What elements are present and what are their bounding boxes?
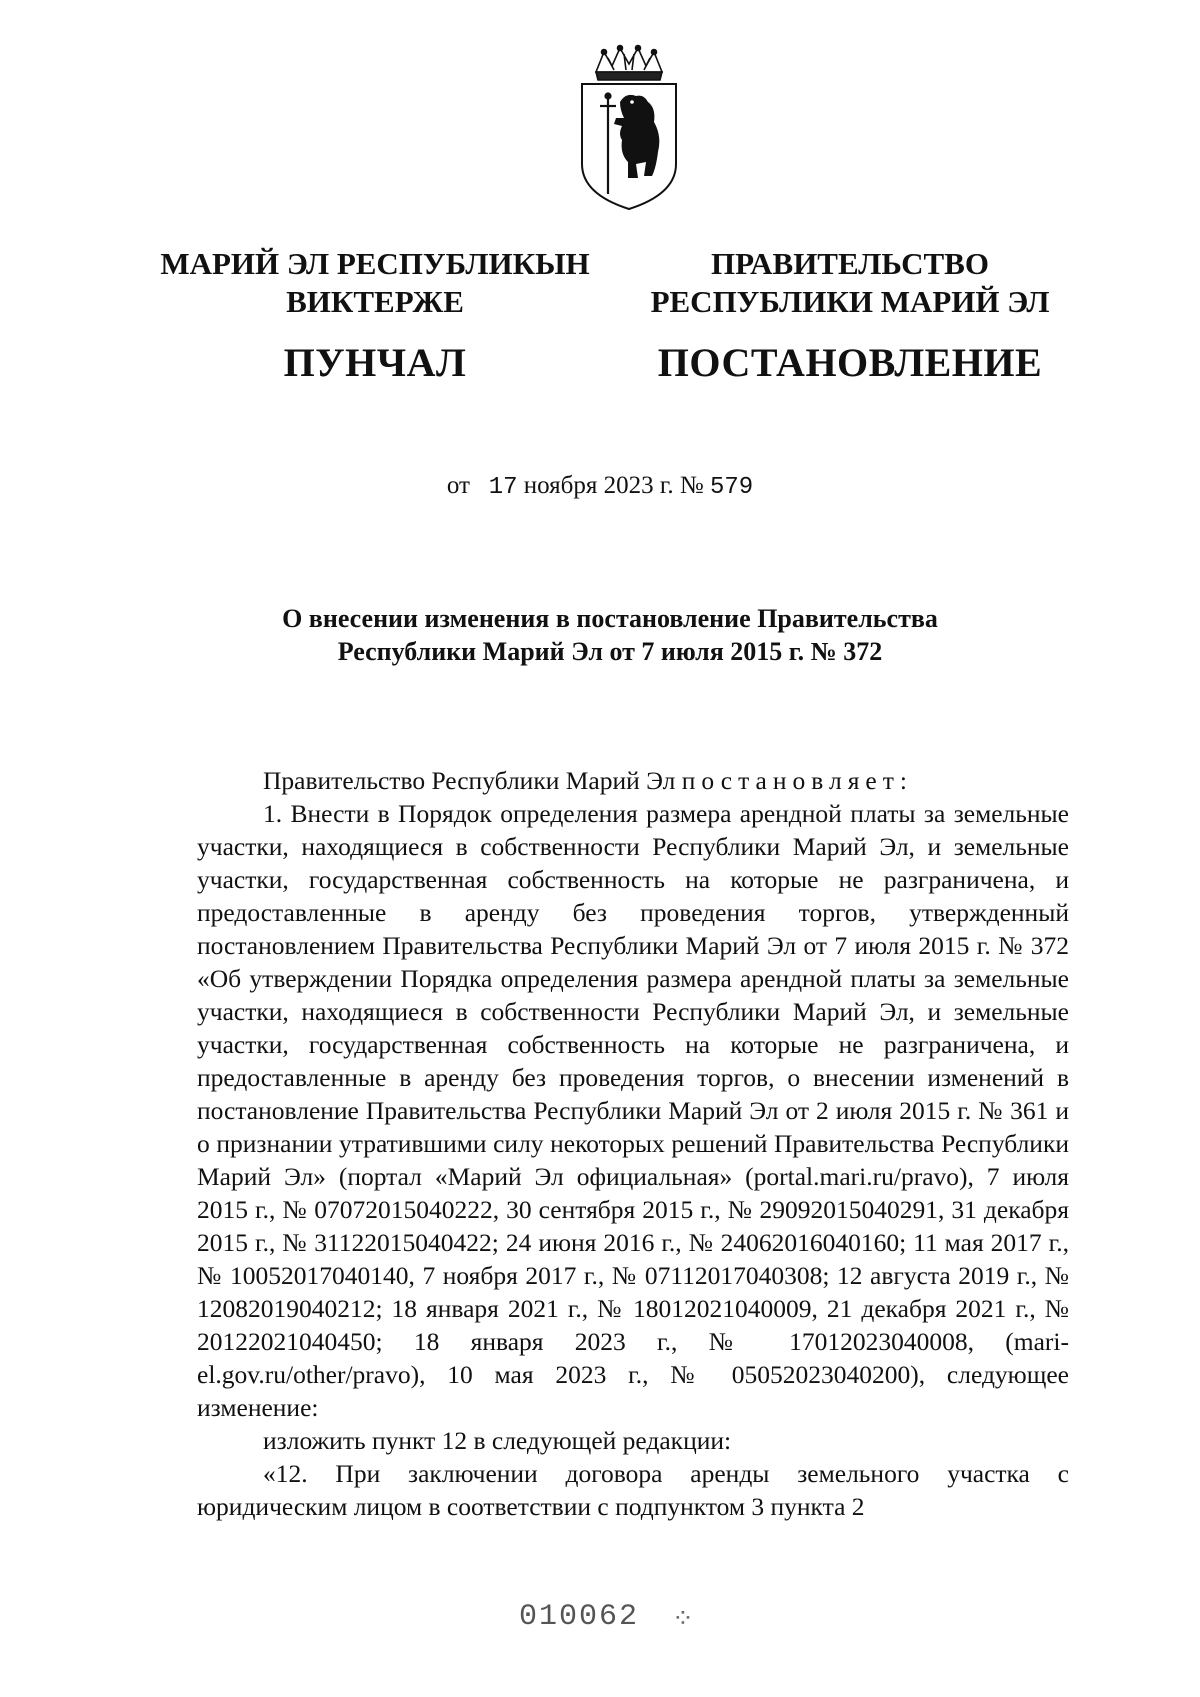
header-left: [150, 245, 600, 387]
coat-of-arms-emblem: [574, 44, 684, 214]
crown-icon: [596, 46, 662, 81]
header-right-line1: ПРАВИТЕЛЬСТВО: [711, 246, 989, 281]
paragraph-3: «12. При заключении договора аренды земельного участка с юридическим лицом в соответствии с подпунктом 3 пункта 2: [197, 1459, 1069, 1521]
paragraph-2: изложить пункт 12 в следующей редакции:: [263, 1426, 732, 1455]
serial-mark-icon: ⁘: [672, 1604, 694, 1633]
document-date: [0, 472, 1200, 501]
header-right-line2: РЕСПУБЛИКИ МАРИЙ ЭЛ: [650, 283, 1050, 319]
date-day: 17: [488, 474, 518, 501]
date-prefix: от: [446, 472, 470, 499]
document-number: 579: [709, 474, 754, 501]
header-left-line2: ВИКТЕРЖЕ: [286, 283, 464, 319]
paragraph-1: 1. Внести в Порядок определения размера арендной платы за земельные участки, находящиеся в собственности Республики Марий Эл, и земельные участки, государственная собственность на которые не разграничена, и предоставленные в аренду без проведения торгов, утвержденный постановлением Правительства Республики Марий Эл от 7 июля 2015 г. № 372 «Об утверждении Порядка определения размера арендной платы за земельные участки, находящиеся в собственности Республики Марий Эл, и земельные участки, государственная собственность на которые не разграничена, и предоставленные в аренду без проведения торгов, о внесении изменений в постановление Правительства Республики Марий Эл от 2 июля 2015 г. № 361 и о признании утратившими силу некоторых решений Правительства Республики Марий Эл» (портал «Марий Эл официальная» (portal.mari.ru/pravo), 7 июля 2015 г., № 07072015040222, 30 сентября 2015 г., № 29092015040291, 31 декабря 2015 г., № 31122015040422; 24 июня 2016 г., № 24062016040160; 11 мая 2017 г., № 10052017040140, 7 ноября 2017 г., № 07112017040308; 12 августа 2019 г., № 12082019040212; 18 января 2021 г., № 18012021040009, 21 декабря 2021 г., № 20122021040450; 18 января 2023 г., № 17012023040008, (mari-el.gov.ru/other/pravo), 10 мая 2023 г., № 05052023040200), следующее изменение:: [197, 799, 1069, 1422]
document-body: [197, 764, 1069, 1523]
header-right-doc-type: ПОСТАНОВЛЕНИЕ: [657, 339, 1043, 385]
title-line2: Республики Марий Эл от 7 июля 2015 г. № 372: [337, 636, 883, 666]
serial-number: 010062: [519, 1600, 640, 1634]
title-line1: О внесении изменения в постановление Правительства: [282, 604, 938, 633]
intro-prefix: Правительство Республики Марий Эл: [263, 766, 676, 795]
document-title: [150, 603, 1070, 668]
header-left-line1: МАРИЙ ЭЛ РЕСПУБЛИКЫН: [160, 246, 590, 281]
header-left-doc-type: ПУНЧАЛ: [283, 339, 467, 385]
intro-verb: постановляет:: [681, 766, 913, 795]
header-right: [640, 245, 1060, 387]
intro-paragraph: [197, 764, 1069, 797]
date-month-year: ноября 2023 г. №: [523, 472, 704, 499]
